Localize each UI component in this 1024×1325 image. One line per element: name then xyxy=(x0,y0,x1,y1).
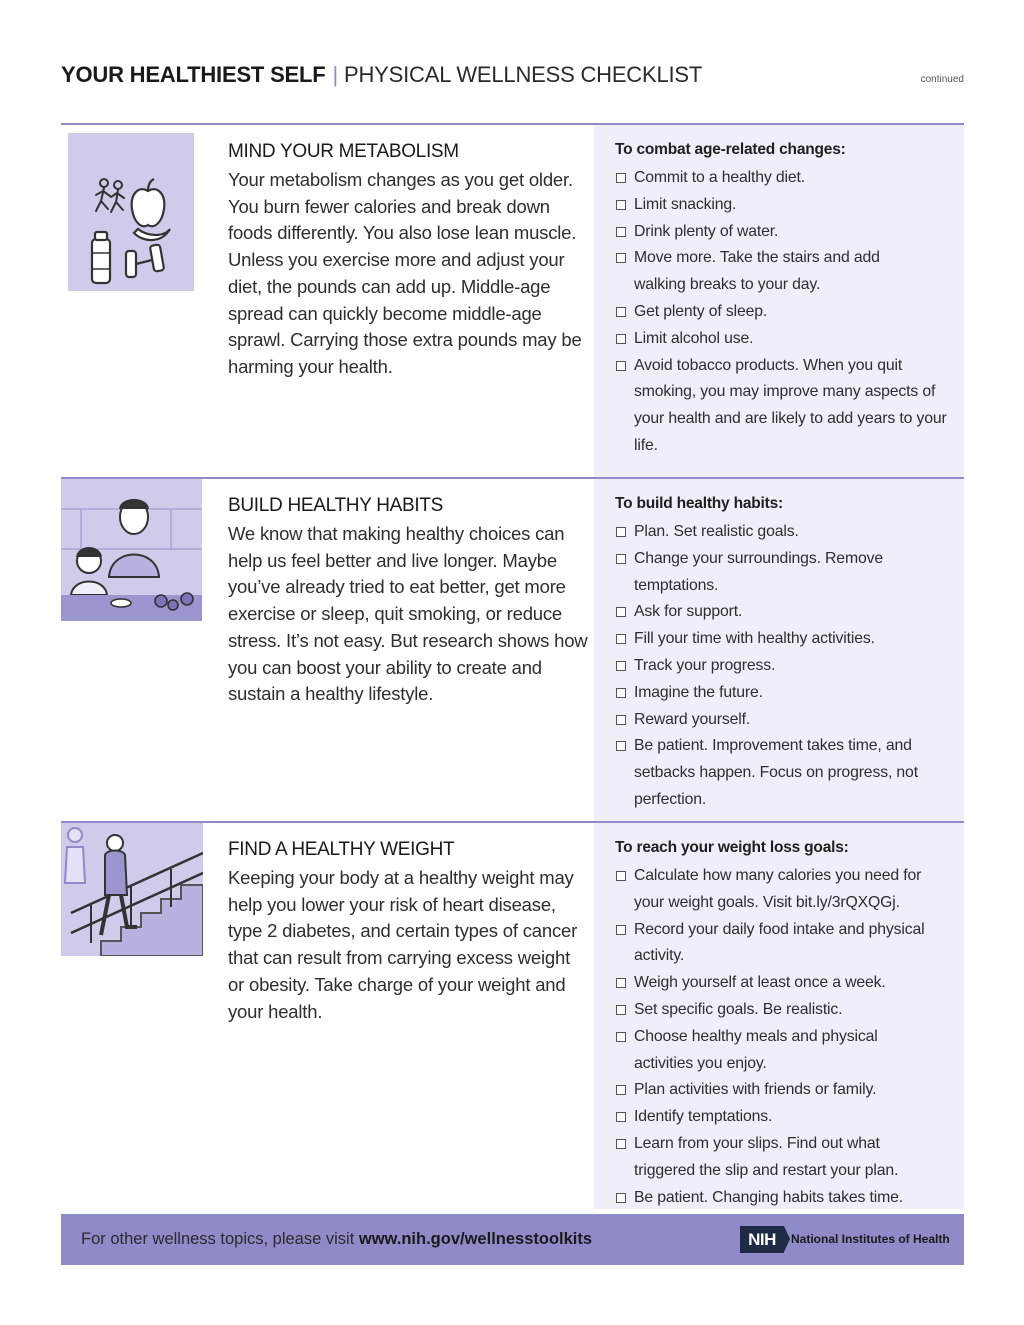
checklist-item-text: Limit alcohol use. xyxy=(634,329,754,347)
checklist-item-text: Drink plenty of water. xyxy=(634,222,779,240)
checklist-item[interactable] xyxy=(615,707,965,734)
checklist-item[interactable] xyxy=(615,1077,965,1104)
checklist-item-text: Learn from your slips. Find out what triggered the slip and restart your plan. xyxy=(634,1134,899,1179)
section-body xyxy=(228,521,588,708)
water-bottle-icon xyxy=(92,232,110,283)
checklist-heading: To combat age-related changes: xyxy=(615,141,846,158)
checklist-item-text: Imagine the future. xyxy=(634,683,763,701)
page-footer xyxy=(61,1214,964,1265)
checkbox-icon[interactable] xyxy=(616,688,626,698)
checkbox-icon[interactable] xyxy=(616,173,626,183)
checkbox-icon[interactable] xyxy=(616,661,626,671)
checklist-item-text: Be patient. Improvement takes time, and setbacks happen. Focus on progress, not perfection. xyxy=(634,737,918,808)
habits-illustration xyxy=(61,479,202,621)
continued-label: continued xyxy=(920,74,964,85)
checklist-item[interactable] xyxy=(615,165,965,192)
checkbox-icon[interactable] xyxy=(616,1139,626,1149)
checklist-item[interactable] xyxy=(615,599,965,626)
checklist-item[interactable] xyxy=(615,997,965,1024)
section-body xyxy=(228,167,588,381)
footer-label: For other wellness topics, please visit xyxy=(81,1230,355,1248)
checklist-heading: To reach your weight loss goals: xyxy=(615,839,849,856)
checklist-item[interactable] xyxy=(615,680,965,707)
checklist-item-text: Track your progress. xyxy=(634,656,776,674)
weight-illustration xyxy=(61,823,203,956)
checklist-item-text: Move more. Take the stairs and add walking breaks to your day. xyxy=(634,249,880,294)
checklist-item-text: Weigh yourself at least once a week. xyxy=(634,974,886,992)
checklist-item-text: Limit snacking. xyxy=(634,195,737,213)
checklist-item-text: Calculate how many calories you need for your weight goals. Visit bit.ly/3rQXQGj. xyxy=(634,867,922,911)
page-title xyxy=(61,62,702,88)
section-heading: BUILD HEALTHY HABITS xyxy=(228,495,444,516)
body-paragraph: Keeping your body at a healthy weight may help you lower your risk of heart disease, type 2 diabetes, and certain types of cancer that can result from carrying excess weight or obesity. Take charge of your weight and your health. xyxy=(228,867,578,1022)
checklist-item[interactable] xyxy=(615,353,965,460)
checklist-item-text: Record your daily food intake and physical activity. xyxy=(634,920,925,965)
section-weight xyxy=(61,821,964,1209)
checkbox-icon[interactable] xyxy=(616,227,626,237)
checklist-item[interactable] xyxy=(615,917,965,971)
checklist-item[interactable] xyxy=(615,733,965,813)
checklist-item-text: Set specific goals. Be realistic. xyxy=(634,1000,843,1018)
checkbox-icon[interactable] xyxy=(616,361,626,371)
page-header xyxy=(61,62,964,92)
checklist-item[interactable] xyxy=(615,626,965,653)
body-paragraph: We know that making healthy choices can help us feel better and live longer. Maybe you’ve already tried to eat better, get more exercise or sleep, quit smoking, or reduce stress. It’s not easy. But research shows how you can boost your ability to create and sustain a healthy lifestyle. xyxy=(228,523,588,705)
checkbox-icon[interactable] xyxy=(616,253,626,263)
checklist-item[interactable] xyxy=(615,1131,965,1185)
title-light: PHYSICAL WELLNESS CHECKLIST xyxy=(344,62,703,87)
checklist-item[interactable] xyxy=(615,1185,965,1212)
checkbox-icon[interactable] xyxy=(616,978,626,988)
checklist xyxy=(615,863,965,1211)
checklist-item-text: Identify temptations. xyxy=(634,1108,773,1126)
checkbox-icon[interactable] xyxy=(616,1112,626,1122)
checkbox-icon[interactable] xyxy=(616,871,626,881)
checkbox-icon[interactable] xyxy=(616,554,626,564)
checklist-item[interactable] xyxy=(615,326,965,353)
checkbox-icon[interactable] xyxy=(616,1005,626,1015)
checklist xyxy=(615,519,965,814)
nih-badge: NIH xyxy=(740,1226,784,1253)
section-body xyxy=(228,865,588,1025)
title-separator: | xyxy=(332,62,339,87)
section-heading: MIND YOUR METABOLISM xyxy=(228,141,459,162)
checklist-item[interactable] xyxy=(615,519,965,546)
section-habits xyxy=(61,477,964,821)
checklist-item-text: Get plenty of sleep. xyxy=(634,302,768,320)
checklist-item-text: Avoid tobacco products. When you quit smoking, you may improve many aspects of your health and are likely to add years to your life. xyxy=(634,356,947,454)
title-bold: YOUR HEALTHIEST SELF xyxy=(61,62,326,87)
checklist-item-text: Change your surroundings. Remove temptations. xyxy=(634,549,883,594)
checkbox-icon[interactable] xyxy=(616,634,626,644)
checklist-item-text: Be patient. Changing habits takes time. xyxy=(634,1188,904,1206)
checklist-item[interactable] xyxy=(615,863,965,917)
checklist-item-text: Plan activities with friends or family. xyxy=(634,1081,877,1099)
checklist-heading: To build healthy habits: xyxy=(615,495,783,512)
checkbox-icon[interactable] xyxy=(616,307,626,317)
checkbox-icon[interactable] xyxy=(616,607,626,617)
checkbox-icon[interactable] xyxy=(616,200,626,210)
checklist-item[interactable] xyxy=(615,653,965,680)
section-metabolism xyxy=(61,123,964,478)
checklist-item-text: Fill your time with healthy activities. xyxy=(634,630,875,648)
checkbox-icon[interactable] xyxy=(616,334,626,344)
checklist-item[interactable] xyxy=(615,219,965,246)
footer-link[interactable]: www.nih.gov/wellnesstoolkits xyxy=(358,1230,593,1248)
checklist-item[interactable] xyxy=(615,546,965,600)
checkbox-icon[interactable] xyxy=(616,925,626,935)
body-paragraph: Your metabolism changes as you get older. You burn fewer calories and break down foods differently. You also lose lean muscle. Unless you exercise more and adjust your diet, the pounds can add up. Middle-age spread can quickly become middle-age sprawl. Carrying those extra pounds may be harming your health. xyxy=(228,169,582,377)
checklist-item[interactable] xyxy=(615,245,965,299)
checklist xyxy=(615,165,965,460)
checkbox-icon[interactable] xyxy=(616,527,626,537)
checkbox-icon[interactable] xyxy=(616,1193,626,1203)
footer-text xyxy=(81,1230,592,1249)
metabolism-illustration xyxy=(68,133,194,291)
checklist-item[interactable] xyxy=(615,1024,965,1078)
checkbox-icon[interactable] xyxy=(616,715,626,725)
checklist-item[interactable] xyxy=(615,299,965,326)
nih-name: National Institutes of Health xyxy=(791,1232,950,1246)
checklist-item-text: Commit to a healthy diet. xyxy=(634,169,805,186)
checklist-item-text: Plan. Set realistic goals. xyxy=(634,523,799,540)
checkbox-icon[interactable] xyxy=(616,741,626,751)
section-heading: FIND A HEALTHY WEIGHT xyxy=(228,839,455,860)
person-background-icon xyxy=(65,828,85,883)
checklist-item-text: Ask for support. xyxy=(634,603,743,621)
checklist-item-text: Choose healthy meals and physical activities you enjoy. xyxy=(634,1027,878,1072)
checklist-item[interactable] xyxy=(615,1104,965,1131)
checkbox-icon[interactable] xyxy=(616,1032,626,1042)
checklist-item[interactable] xyxy=(615,192,965,219)
checklist-item-text: Reward yourself. xyxy=(634,710,751,728)
checkbox-icon[interactable] xyxy=(616,1085,626,1095)
checklist-item[interactable] xyxy=(615,970,965,997)
